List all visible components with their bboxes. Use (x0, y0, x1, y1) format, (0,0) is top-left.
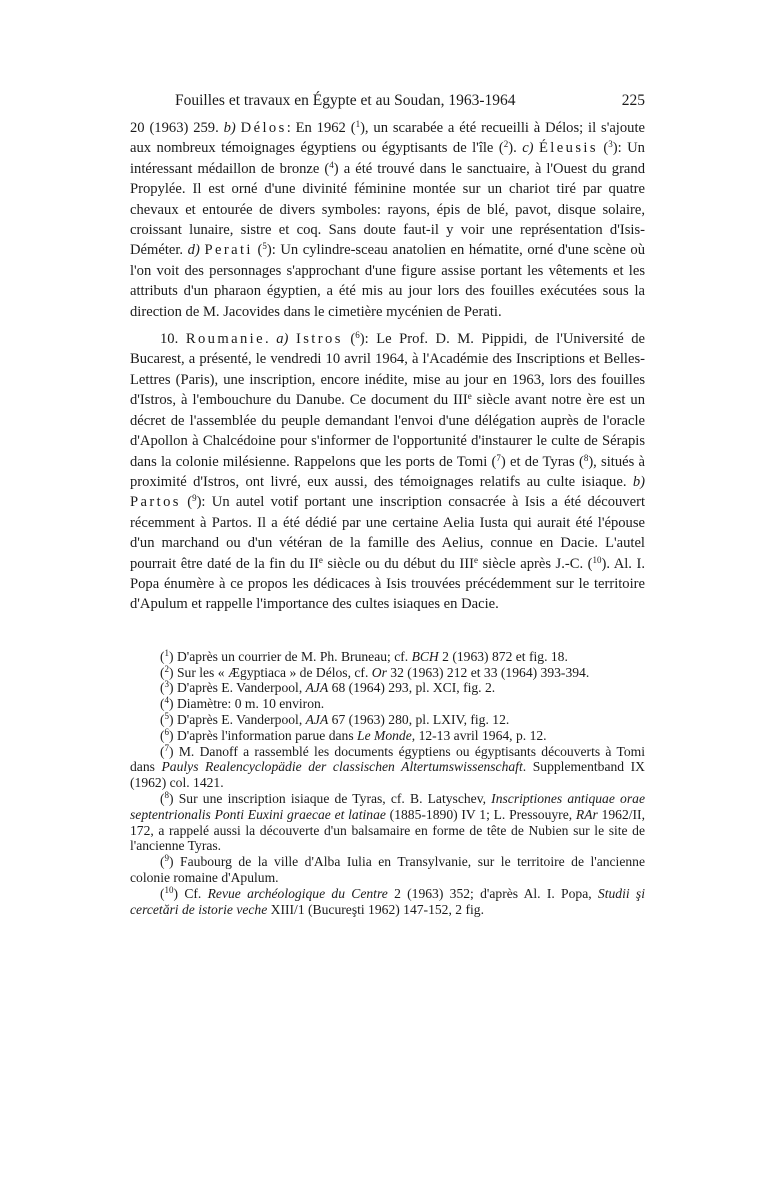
footnote (130, 680, 645, 696)
text-run: ) Diamètre: 0 m. 10 environ. (169, 696, 325, 712)
note-ref: 5 (262, 241, 267, 252)
text-run: ( (160, 664, 165, 680)
text-run: ( (160, 885, 165, 901)
note-ref: e (318, 554, 323, 565)
running-head (130, 92, 645, 118)
text-run: siècle avant notre ère est un décret de l'assemblée du peuple demandant l'envoi d'une délégation auprès de l'oracle d'Apollon à Chalcédoine pour s'informer de l'opportunité d'instaurer le culte de Sérapis dans la colonie milésienne. Rappelons que les ports de Tomi ( (130, 392, 645, 470)
text-run: ): Un cylindre-sceau anatolien en hématite, orné d'une scène où l'on voit des personnages s'approchant d'une figure assise portant les vêtements et les attributs d'un pharaon égyptien, a été mis au jour lors des fouilles exécutées sous la direction de M. Jacovides dans le cimetière mycénien de Perati. (130, 242, 645, 320)
note-ref: e (467, 391, 472, 402)
text-run: ) Sur une inscription isiaque de Tyras, cf. B. Latyschev, (169, 790, 492, 806)
text-run: 68 (1964) 293, pl. XCI, fig. 2. (328, 680, 496, 696)
text-run: ) Sur les « Ægyptiaca » de Délos, cf. (169, 664, 372, 680)
footnote (130, 649, 645, 665)
text-run: ): Un autel votif portant une inscription consacrée à Isis a été découvert récemment à Partos. Il a été dédié par une certaine Aelia Iusta qui aurait été l'épouse d'un marchand ou d'un vétéran de la famille des Aelius, connue en Dacie. L'autel pourrait être daté de la fin du II (130, 494, 646, 572)
note-ref: 5 (164, 710, 170, 721)
italic-text: Inscriptiones antiquae orae septentrionalis Ponti Euxini graecae et latinae (130, 790, 645, 822)
text-run: . Supplementband IX (1962) col. 1421. (130, 759, 645, 791)
text-run: 10. (160, 331, 186, 348)
text-run: 20 (1963) 259. (130, 120, 224, 136)
footnote (130, 791, 645, 854)
italic-text: b) (632, 473, 645, 490)
text-run: ( (342, 331, 356, 348)
body-text (130, 118, 645, 615)
italic-text: Revue archéologique du Centre (207, 885, 388, 901)
note-ref: 6 (164, 726, 170, 737)
text-run: ) Cf. (173, 885, 208, 901)
text-run: XIII/1 (Bucureşti 1962) 147-152, 2 fig. (267, 901, 484, 917)
text-run: , 12-13 avril 1964, p. 12. (411, 727, 547, 743)
text-run: ), un scarabée a été recueilli à Délos; il s'ajoute aux nombreux témoignages égyptiens ou égyptisants de l'île ( (130, 120, 645, 157)
footnotes (130, 649, 645, 918)
note-ref: 10 (592, 554, 602, 565)
text-run: ( (252, 242, 263, 259)
note-ref: 6 (355, 330, 360, 341)
footnote (130, 696, 645, 712)
note-ref: 1 (355, 119, 361, 129)
note-ref: 3 (608, 139, 613, 150)
note-ref: 2 (164, 663, 170, 674)
text-run: ) D'après E. Vanderpool, (169, 711, 306, 727)
italic-text: b) (223, 120, 236, 136)
italic-text: a) (276, 331, 289, 348)
text-run: ( (597, 140, 609, 157)
text-run: ( (160, 790, 165, 806)
text-run: ): Le Prof. D. M. Pippidi, de l'Université de Bucarest, a présenté, le vendredi 10 avril 1964, à l'Académie des Inscriptions et Belles-Lettres (Paris), une inscription, encore inédite, mise au jour en 1963, lors des fouilles d'Istros, à l'embouchure du Danube. Ce document du III (130, 331, 646, 409)
footnote (130, 712, 645, 728)
text-run: ( (160, 727, 165, 743)
note-ref: 4 (164, 695, 170, 706)
text-run: ( (180, 494, 193, 511)
text-run: ( (160, 854, 165, 870)
paragraph-roumanie (130, 329, 645, 615)
spaced-heading: Roumanie (185, 331, 265, 348)
note-ref: 7 (496, 452, 501, 463)
text-run: ). Al. I. Popa énumère à ce propos les dédicaces à Isis trouvées précédemment sur le territoire d'Apulum et rappelle l'importance des cultes isiaques en Dacie. (130, 555, 645, 613)
page-number: 225 (621, 92, 645, 109)
text-run: 1962/II, 172, a rappelé aussi la découverte d'un balsamaire en forme de tête de Nubien sur le site de l'ancienne Tyras. (130, 806, 645, 854)
text-run: siècle ou du début du III (322, 555, 474, 572)
italic-text: Le Monde (357, 727, 412, 743)
note-ref: 4 (329, 159, 334, 170)
note-ref: 9 (164, 853, 170, 864)
text-run: . (265, 331, 277, 348)
text-run: ) Faubourg de la ville d'Alba Iulia en Transylvanie, sur le territoire de l'ancienne colonie romaine d'Apulum. (130, 854, 645, 885)
note-ref: 9 (192, 493, 197, 504)
text-run: ) et de Tyras ( (500, 453, 584, 470)
spaced-heading: Istros (295, 331, 343, 348)
footnote (130, 728, 645, 744)
text-run: (1885-1890) IV 1; L. Pressouyre, (385, 806, 576, 822)
italic-text: Studii şi cercetări de istorie veche (130, 885, 645, 917)
text-run: ) D'après un courrier de M. Ph. Bruneau; cf. (169, 648, 412, 664)
note-ref: 3 (164, 679, 170, 690)
text-run: ( (160, 696, 165, 712)
note-ref: 1 (164, 647, 170, 658)
footnote (130, 744, 645, 791)
note-ref: 8 (583, 452, 589, 463)
note-ref: 7 (164, 742, 170, 753)
note-ref: 2 (503, 139, 509, 150)
running-head-title: Fouilles et travaux en Égypte et au Soudan, 1963-1964 (175, 92, 516, 109)
text-run: ) D'après l'information parue dans (169, 727, 358, 743)
text-run: ( (160, 648, 165, 664)
text-run: ), situés à proximité d'Istros, ont livré, eux aussi, des témoignages relatifs au culte isiaque. (130, 453, 645, 490)
footnote (130, 854, 645, 886)
text-run: ) a été trouvé dans le sanctuaire, à l'Ouest du grand Propylée. Il est orné d'une divinité féminine montée sur un chariot tiré par quatre chevaux et entourée de divers symboles: rayons, épis de blé, pavot, disque solaire, croissant lunaire, sistre et coq. Sans doute faut-il y voir une représentation d'Isis-Déméter. (130, 160, 645, 259)
italic-text: Paulys Realencyclopädie der classischen Altertumswissenschaft (161, 759, 523, 775)
text-run: 67 (1963) 280, pl. LXIV, fig. 12. (328, 711, 510, 727)
spaced-heading: Perati (204, 242, 253, 259)
italic-text: AJA (305, 680, 329, 696)
italic-text: d) (187, 242, 200, 259)
text-run: ). (508, 140, 523, 157)
text-run: ( (160, 680, 165, 696)
text-run: 2 (1963) 872 et fig. 18. (438, 648, 568, 664)
footnote (130, 886, 645, 918)
text-run: ( (160, 743, 165, 759)
spaced-heading: Délos (240, 120, 287, 136)
italic-text: Or (371, 664, 387, 680)
text-run: ) M. Danoff a rassemblé les documents égyptiens ou égyptisants découverts à Tomi dans (130, 743, 645, 775)
footnote (130, 665, 645, 681)
text-run: ): Un intéressant médaillon de bronze ( (130, 140, 645, 177)
italic-text: BCH (411, 648, 439, 664)
paragraph (130, 118, 645, 322)
text-run: 32 (1963) 212 et 33 (1964) 393-394. (386, 664, 590, 680)
spaced-heading: Partos (130, 494, 181, 511)
page (130, 92, 645, 917)
note-ref: e (473, 554, 478, 565)
note-ref: 8 (164, 789, 170, 800)
italic-text: c) (522, 140, 534, 157)
italic-text: RAr (575, 806, 598, 822)
text-run: ) D'après E. Vanderpool, (169, 680, 306, 696)
text-run: siècle après J.-C. ( (477, 555, 593, 572)
text-run: ( (160, 711, 165, 727)
text-run: 2 (1963) 352; d'après Al. I. Popa, (387, 885, 598, 901)
note-ref: 10 (164, 884, 174, 895)
spaced-heading: Éleusis (538, 140, 598, 157)
text-run (288, 331, 296, 347)
text-run: : En 1962 ( (286, 120, 356, 136)
italic-text: AJA (305, 711, 329, 727)
